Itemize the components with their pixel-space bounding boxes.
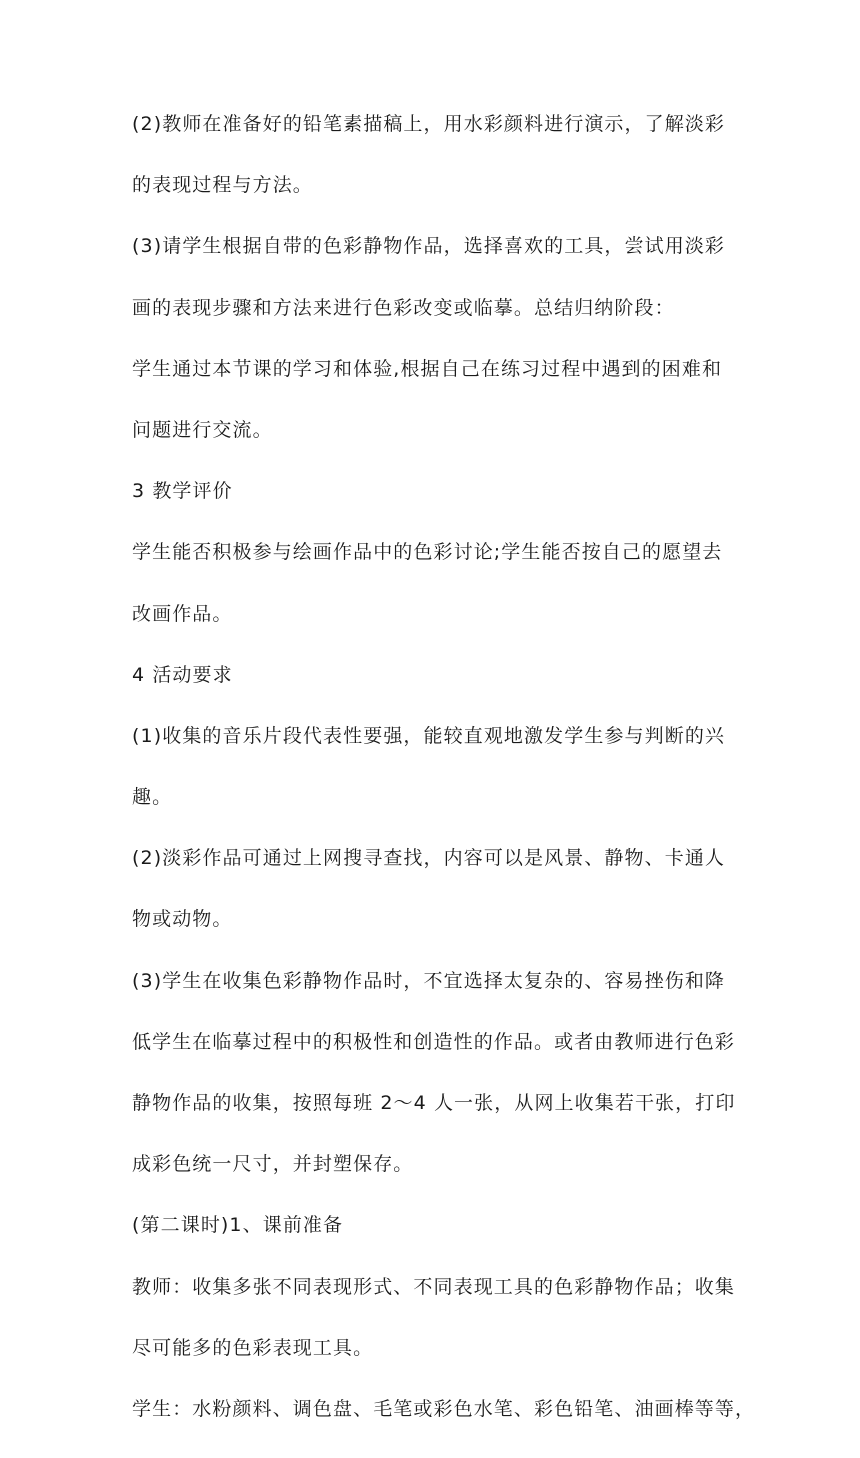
text-line: (3)请学生根据自带的色彩静物作品，选择喜欢的工具，尝试用淡彩 (132, 235, 726, 258)
text-line: (2)教师在准备好的铅笔素描稿上，用水彩颜料进行演示，了解淡彩 (132, 113, 726, 135)
text-line: 问题进行交流。 (132, 418, 273, 441)
text-line: 成彩色统一尺寸，并封塑保存。 (132, 1153, 414, 1176)
text-line: 学生能否积极参与绘画作品中的色彩讨论;学生能否按自己的愿望去 (132, 541, 723, 564)
text-line: 的表现过程与方法。 (132, 174, 313, 197)
text-line: 教师：收集多张不同表现形式、不同表现工具的色彩静物作品；收集 (132, 1275, 736, 1298)
text-line: 物或动物。 (132, 908, 233, 931)
text-line: 改画作品。 (132, 602, 233, 625)
text-line: (2)淡彩作品可通过上网搜寻查找，内容可以是风景、静物、卡通人 (132, 847, 726, 870)
section-heading: 4 活动要求 (132, 663, 233, 686)
text-line: 尽可能多的色彩表现工具。 (132, 1336, 374, 1359)
text-line: 静物作品的收集，按照每班 2～4 人一张，从网上收集若干张，打印 (132, 1092, 736, 1114)
text-line: 学生：水粉颜料、调色盘、毛笔或彩色水笔、彩色铅笔、油画棒等等， (132, 1397, 756, 1420)
text-line: (3)学生在收集色彩静物作品时，不宜选择太复杂的、容易挫伤和降 (132, 969, 726, 992)
text-line: 学生通过本节课的学习和体验,根据自己在练习过程中遇到的困难和 (132, 357, 723, 380)
text-line: (1)收集的音乐片段代表性要强，能较直观地激发学生参与判断的兴 (132, 724, 726, 747)
section-heading: 3 教学评价 (132, 480, 233, 503)
text-line: 低学生在临摹过程中的积极性和创造性的作品。或者由教师进行色彩 (132, 1030, 736, 1053)
document-body (132, 112, 756, 1458)
text-line: 趣。 (132, 786, 173, 809)
text-line: 画的表现步骤和方法来进行色彩改变或临摹。总结归纳阶段： (132, 296, 675, 319)
section-heading: (第二课时)1、课前准备 (132, 1214, 344, 1237)
